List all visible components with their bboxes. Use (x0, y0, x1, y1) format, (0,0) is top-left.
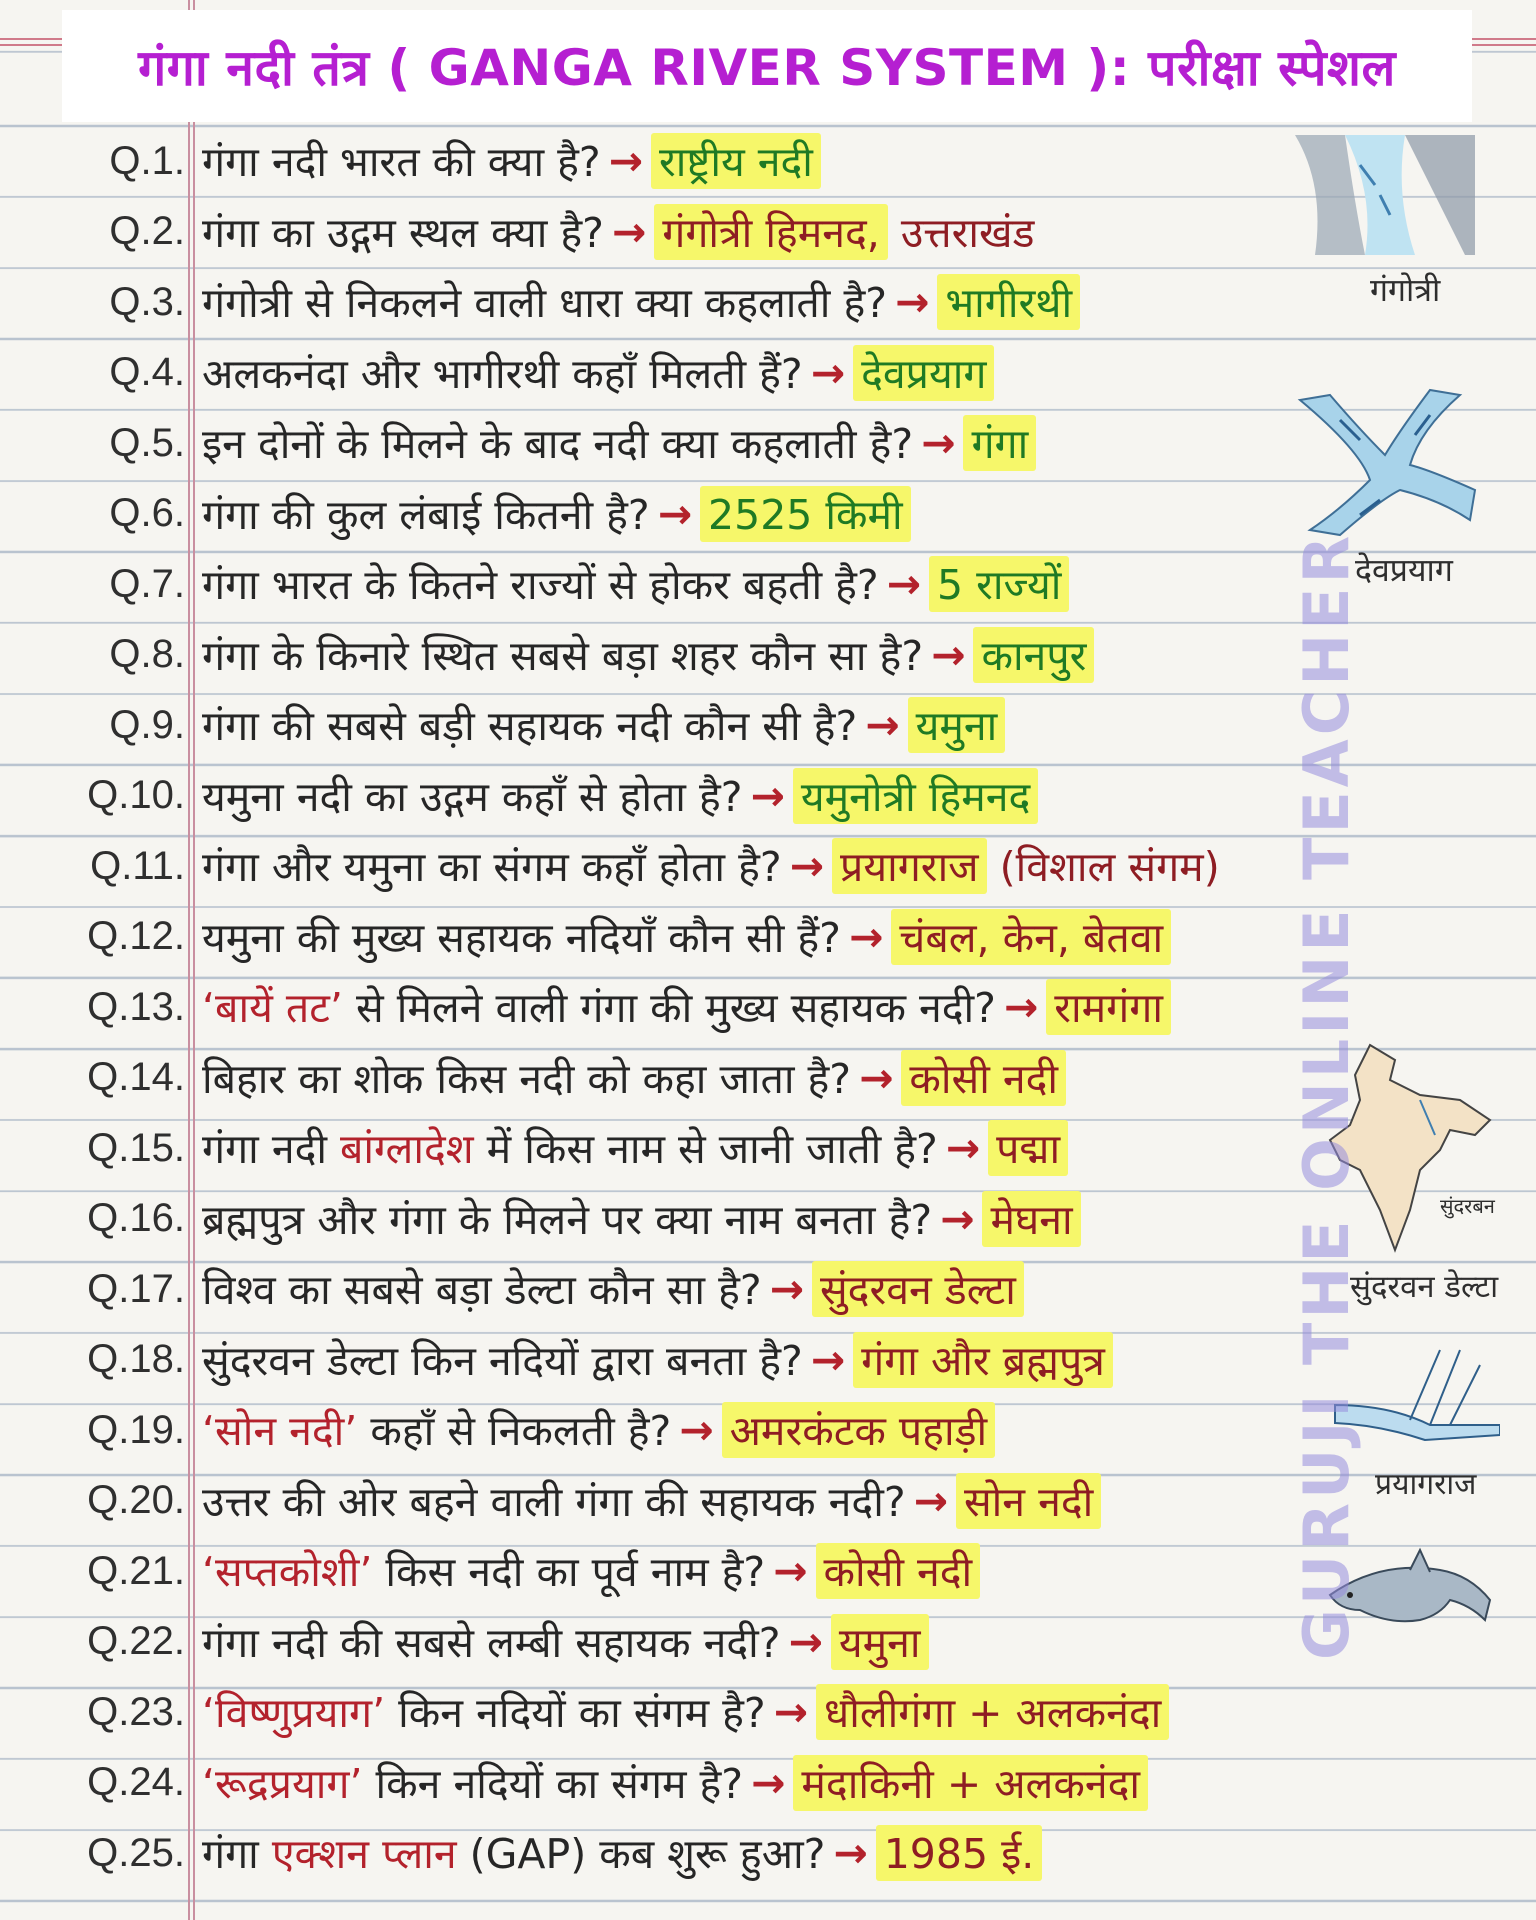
question-segment: गंगा नदी की सबसे लम्बी सहायक नदी? (202, 1618, 781, 1667)
question-row (0, 1748, 1536, 1818)
highlighted-term: एक्शन प्लान (271, 1830, 457, 1878)
question-number: Q.13. (87, 984, 185, 1029)
sundarban-map-label: सुंदरबन (1440, 1194, 1495, 1218)
question-number: Q.18. (87, 1337, 185, 1381)
question-text (202, 1332, 1113, 1388)
answer-text: गंगा और ब्रह्मपुत्र (853, 1332, 1113, 1388)
question-number: Q.19. (87, 1407, 185, 1452)
gangotri-label: गंगोत्री (1370, 271, 1441, 309)
answer-text: भागीरथी (937, 274, 1080, 330)
question-text (202, 1191, 1081, 1247)
question-text (202, 1050, 1066, 1106)
answer-text: गंगोत्री हिमनद, (654, 204, 888, 260)
answer-text: सुंदरवन डेल्टा (812, 1261, 1024, 1317)
answer-text: 5 राज्यों (929, 556, 1069, 612)
arrow-icon: → (810, 1335, 846, 1384)
question-segment: गंगा भारत के कितने राज्यों से होकर बहती है? (202, 561, 879, 609)
arrow-icon: → (773, 1547, 808, 1595)
arrow-icon: → (913, 1476, 948, 1525)
question-segment: सुंदरवन डेल्टा किन नदियों द्वारा बनता है? (202, 1336, 803, 1385)
question-number: Q.6. (109, 491, 185, 535)
answer-text: कोसी नदी (901, 1050, 1066, 1106)
question-text (202, 1755, 1148, 1811)
arrow-icon: → (657, 489, 693, 538)
question-number: Q.15. (87, 1125, 185, 1170)
question-text (202, 204, 1035, 260)
question-text (202, 697, 1005, 753)
question-number: Q.10. (87, 773, 185, 817)
title-box (62, 10, 1472, 122)
arrow-icon: → (931, 630, 966, 679)
question-segment: गंगा (202, 1830, 272, 1878)
question-number: Q.17. (87, 1266, 185, 1311)
question-segment: (GAP) कब शुरू हुआ? (456, 1830, 826, 1878)
question-segment: गंगा की कुल लंबाई कितनी है? (202, 490, 650, 539)
arrow-icon: → (945, 1124, 981, 1172)
highlighted-term: ‘विष्णुप्रयाग’ (202, 1689, 386, 1737)
question-segment: बिहार का शोक किस नदी को कहा जाता है? (202, 1054, 852, 1103)
question-number: Q.14. (87, 1055, 185, 1099)
question-text (202, 345, 994, 401)
arrow-icon: → (789, 842, 824, 890)
question-text (202, 627, 1094, 683)
question-text (202, 1473, 1101, 1529)
question-row (0, 1677, 1536, 1747)
answer-text: कानपुर (973, 627, 1094, 683)
question-text (202, 556, 1069, 612)
question-segment: गंगा नदी भारत की क्या है? (202, 138, 601, 186)
answer-text: रामगंगा (1046, 979, 1171, 1035)
answer-text: गंगा (963, 415, 1036, 471)
question-number: Q.22. (87, 1619, 185, 1663)
question-text (202, 979, 1171, 1035)
watermark: GURUJI THE ONLINE TEACHER (1290, 531, 1363, 1660)
arrow-icon: → (608, 137, 644, 185)
highlighted-term: बांग्लादेश (340, 1125, 474, 1173)
question-number: Q.9. (109, 702, 185, 747)
answer-text: पद्मा (988, 1120, 1068, 1176)
question-segment: गंगोत्री से निकलने वाली धारा क्या कहलाती है? (202, 279, 887, 327)
question-segment: विश्व का सबसे बड़ा डेल्टा कौन सा है? (202, 1266, 762, 1314)
arrow-icon: → (611, 207, 647, 256)
question-segment: गंगा के किनारे स्थित सबसे बड़ा शहर कौन सा है? (202, 631, 924, 680)
arrow-icon: → (859, 1053, 894, 1102)
arrow-icon: → (848, 912, 884, 961)
devprayag-confluence-illustration (1280, 380, 1480, 540)
arrow-icon: → (865, 701, 900, 749)
highlighted-term: ‘रूद्रप्रयाग’ (202, 1759, 363, 1808)
arrow-icon: → (886, 560, 922, 608)
question-text (202, 1614, 929, 1670)
page-title: गंगा नदी तंत्र ( GANGA RIVER SYSTEM ): परीक्षा स्पेशल (138, 39, 1396, 97)
question-number: Q.23. (87, 1689, 185, 1734)
question-text (202, 486, 911, 542)
answer-text: यमुनोत्री हिमनद (793, 768, 1038, 824)
question-number: Q.4. (109, 350, 185, 394)
answer-text: यमुना (831, 1614, 929, 1670)
question-segment: यमुना नदी का उद्गम कहाँ से होता है? (202, 772, 743, 821)
question-text (202, 274, 1080, 330)
arrow-icon: → (769, 1265, 804, 1313)
answer-text: मेघना (982, 1191, 1080, 1247)
answer-text: मंदाकिनी + अलकनंदा (793, 1755, 1148, 1811)
question-text (202, 909, 1171, 965)
arrow-icon: → (921, 419, 956, 467)
arrow-icon: → (679, 1406, 714, 1454)
arrow-icon: → (894, 278, 930, 326)
question-text (202, 1120, 1068, 1176)
answer-text: अमरकंटक पहाड़ी (722, 1402, 996, 1458)
question-segment: ब्रह्मपुत्र और गंगा के मिलने पर क्या नाम बनता है? (202, 1195, 933, 1244)
answer-text: यमुना (908, 697, 1006, 753)
question-segment: इन दोनों के मिलने के बाद नदी क्या कहलाती है? (202, 420, 914, 468)
question-row (0, 1818, 1536, 1888)
question-segment: गंगा की सबसे बड़ी सहायक नदी कौन सी है? (202, 702, 858, 750)
answer-text: राष्ट्रीय नदी (651, 133, 821, 189)
arrow-icon: → (810, 348, 846, 397)
question-text (202, 1684, 1169, 1740)
arrow-icon: → (1003, 983, 1039, 1031)
question-text (202, 415, 1036, 471)
question-number: Q.12. (87, 914, 185, 958)
question-number: Q.20. (87, 1478, 185, 1522)
gangotri-glacier-illustration (1285, 125, 1475, 265)
question-text (202, 838, 1220, 894)
question-segment: किन नदियों का संगम है? (385, 1689, 766, 1737)
question-number: Q.25. (87, 1830, 185, 1875)
question-number: Q.11. (90, 843, 185, 888)
question-segment: गंगा और यमुना का संगम कहाँ होता है? (202, 843, 782, 891)
prayagraj-label: प्रयागराज (1375, 1467, 1477, 1502)
answer-text: धौलीगंगा + अलकनंदा (816, 1684, 1169, 1740)
question-text (202, 768, 1038, 824)
question-text (202, 1825, 1042, 1881)
arrow-icon: → (750, 771, 785, 820)
question-number: Q.1. (109, 138, 185, 183)
question-segment: किन नदियों का संगम है? (362, 1759, 744, 1808)
highlighted-term: ‘बायें तट’ (202, 984, 343, 1032)
arrow-icon: → (833, 1829, 868, 1877)
question-number: Q.7. (109, 561, 185, 606)
question-number: Q.24. (87, 1760, 185, 1804)
question-segment: उत्तर की ओर बहने वाली गंगा की सहायक नदी? (202, 1477, 906, 1526)
answer-text: (विशाल संगम) (986, 843, 1220, 891)
question-text (202, 1543, 980, 1599)
highlighted-term: ‘सोन नदी’ (202, 1407, 358, 1455)
question-number: Q.2. (109, 209, 185, 253)
answer-text: प्रयागराज (832, 838, 987, 894)
question-segment: से मिलने वाली गंगा की मुख्य सहायक नदी? (342, 984, 996, 1032)
answer-text: उत्तराखंड (887, 208, 1035, 257)
question-text (202, 1402, 995, 1458)
arrow-icon: → (788, 1617, 823, 1666)
answer-text: 2525 किमी (700, 486, 911, 542)
question-number: Q.16. (87, 1196, 185, 1240)
arrow-icon: → (751, 1758, 786, 1807)
question-row (0, 267, 1536, 337)
arrow-icon: → (940, 1194, 975, 1243)
question-number: Q.8. (109, 632, 185, 676)
question-segment: अलकनंदा और भागीरथी कहाँ मिलती हैं? (202, 349, 803, 398)
question-segment: किस नदी का पूर्व नाम है? (372, 1548, 766, 1596)
question-segment: कहाँ से निकलती है? (357, 1407, 672, 1455)
question-text (202, 1261, 1024, 1317)
answer-text: चंबल, केन, बेतवा (891, 909, 1171, 965)
answer-text: कोसी नदी (816, 1543, 981, 1599)
question-number: Q.21. (87, 1548, 185, 1593)
question-segment: गंगा नदी (202, 1125, 340, 1173)
question-text (202, 133, 821, 189)
question-number: Q.3. (109, 279, 185, 324)
question-segment: गंगा का उद्गम स्थल क्या है? (202, 208, 604, 257)
highlighted-term: ‘सप्तकोशी’ (202, 1548, 373, 1596)
sundarban-label: सुंदरवन डेल्टा (1350, 1269, 1499, 1305)
arrow-icon: → (773, 1688, 809, 1736)
answer-text: देवप्रयाग (853, 345, 994, 401)
answer-text: सोन नदी (956, 1473, 1101, 1529)
question-number: Q.5. (109, 420, 185, 465)
answer-text: 1985 ई. (876, 1825, 1043, 1881)
question-segment: में किस नाम से जानी जाती है? (473, 1125, 938, 1173)
devprayag-label: देवप्रयाग (1355, 551, 1453, 589)
question-segment: यमुना की मुख्य सहायक नदियाँ कौन सी हैं? (202, 913, 841, 962)
